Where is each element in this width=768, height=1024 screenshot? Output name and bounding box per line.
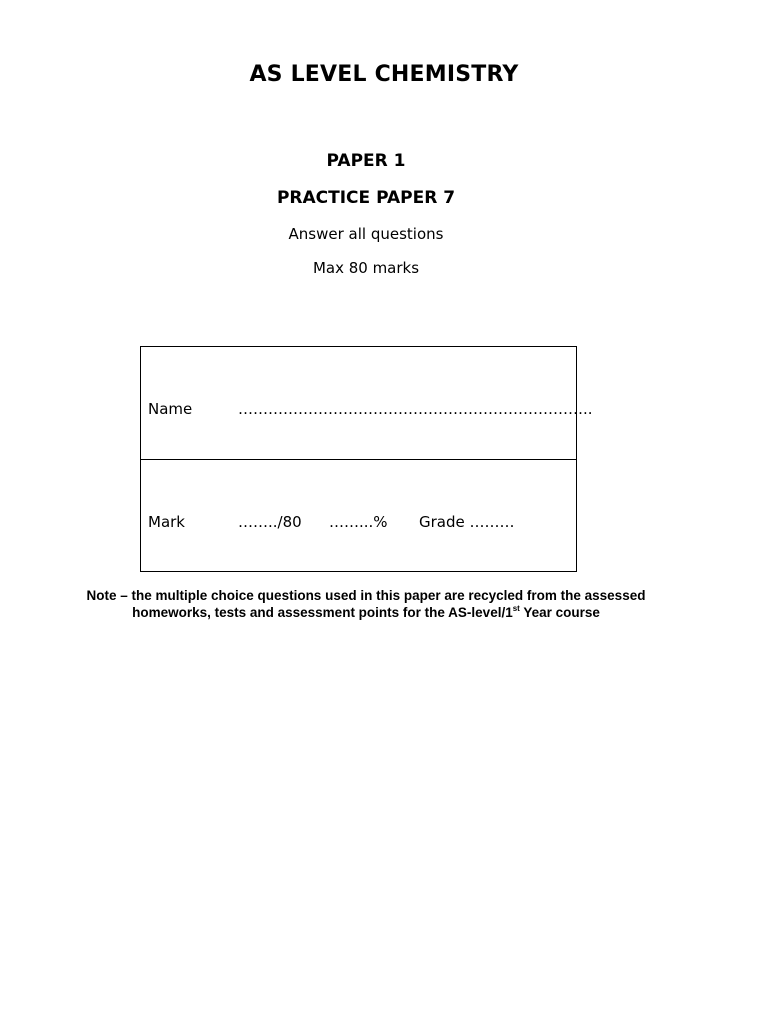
instruction-text: Answer all questions [288,225,444,243]
mark-row [141,459,576,572]
grade-field[interactable]: Grade ……… [419,513,515,531]
note-superscript: st [512,603,520,613]
note-line-2-end: Year course [519,605,600,620]
note-line-1: Note – the multiple choice questions used in this paper are recycled from the assessed [86,588,646,603]
mark-score-field[interactable]: ……../80 [238,513,302,531]
note-line-2-text: homeworks, tests and assessment points for the AS-level/1 [132,605,513,620]
mark-label: Mark [148,513,185,531]
name-label: Name [148,400,193,418]
max-marks-text: Max 80 marks [312,259,420,277]
note-line-2 [0,604,732,621]
candidate-info-box [140,346,593,572]
name-row [141,347,593,459]
mark-percent-field[interactable]: ……...% [329,513,388,531]
paper-number: PAPER 1 [326,151,406,171]
document-title: AS LEVEL CHEMISTRY [249,62,519,87]
practice-paper-number: PRACTICE PAPER 7 [276,188,456,208]
name-field[interactable]: …………………………………………………………….. [238,400,593,418]
note-text [0,587,732,621]
